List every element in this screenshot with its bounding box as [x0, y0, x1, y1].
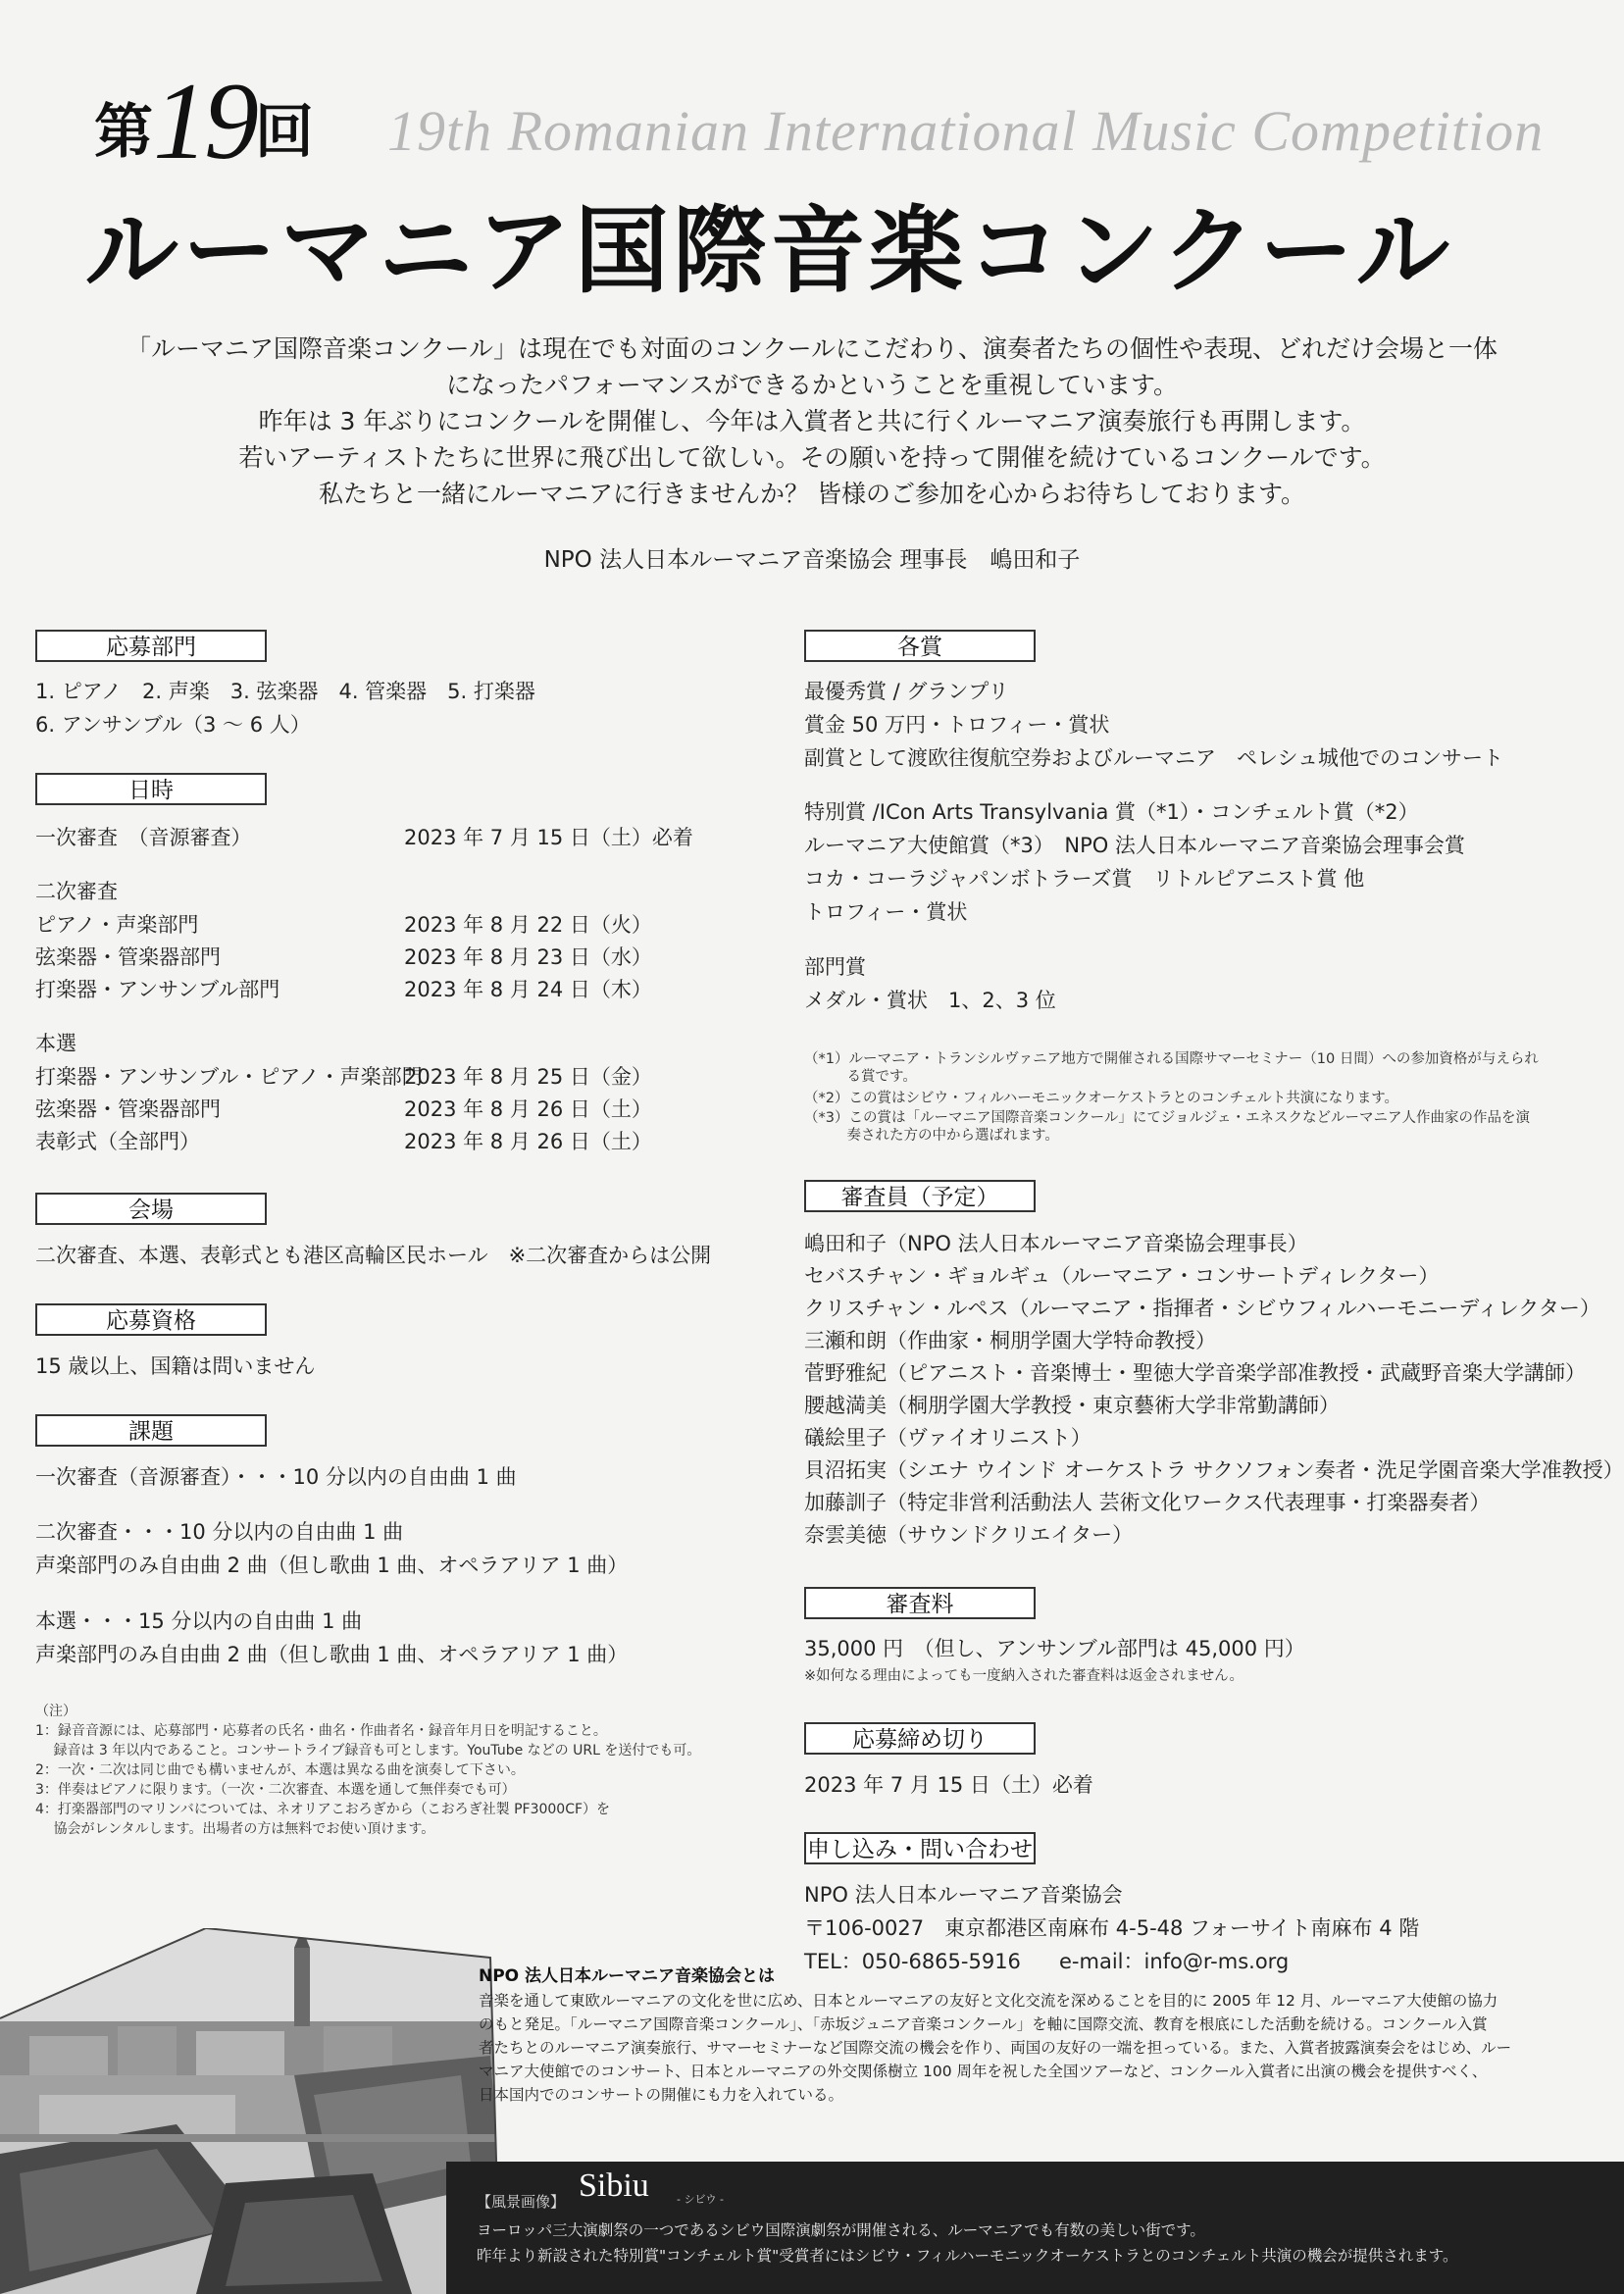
note-line: 3：伴奏はピアノに限ります。（一次・二次審査、本選を通して無伴奏でも可）	[35, 1782, 516, 1798]
jury-member: 奈雲美徳（サウンドクリエイター）	[804, 1523, 1134, 1547]
schedule-label: 表彰式（全部門）	[35, 1130, 200, 1153]
award-note: （*1）ルーマニア・トランシルヴァニア地方で開催される国際サマーセミナー（10 日間）への参加資格が与えられ	[804, 1051, 1539, 1067]
eligibility-heading: 応募資格	[35, 1303, 267, 1336]
award-line: 最優秀賞 / グランプリ	[804, 680, 1009, 703]
english-title: 19th Romanian International Music Competition	[387, 99, 1545, 163]
page-title: ルーマニア国際音楽コンクール	[84, 195, 1454, 306]
eligibility-text: 15 歳以上、国籍は問いません	[35, 1354, 316, 1378]
schedule-label: 一次審査 （音源審査）	[35, 826, 252, 849]
jury-member: クリスチャン・ルペス（ルーマニア・指揮者・シビウフィルハーモニーディレクター）	[804, 1297, 1600, 1320]
about-line: のもと発足。「ルーマニア国際音楽コンクール」、「赤坂ジュニア音楽コンクール」を軸に国際交流、教育を根底にした活動を続ける。コンクール入賞	[479, 2015, 1488, 2033]
schedule-date: 2023 年 8 月 26 日（土）	[404, 1130, 652, 1153]
fee-note: ※如何なる理由によっても一度納入された審査料は返金されません。	[804, 1668, 1244, 1684]
signature: NPO 法人日本ルーマニア音楽協会 理事長 嶋田和子	[543, 547, 1081, 573]
note-line: 1：録音音源には、応募部門・応募者の氏名・曲名・作曲者名・録音年月日を明記すること。	[35, 1723, 607, 1739]
venue-text: 二次審査、本選、表彰式とも港区高輪区民ホール ※二次審査からは公開	[35, 1244, 712, 1267]
divisions-line: 1. ピアノ 2. 声楽 3. 弦楽器 4. 管楽器 5. 打楽器	[35, 680, 535, 703]
about-title: NPO 法人日本ルーマニア音楽協会とは	[479, 1966, 776, 1986]
jury-member: 貝沼拓実（シエナ ウインド オーケストラ サクソフォン奏者・洗足学園音楽大学准教授）	[804, 1458, 1624, 1482]
note-line: 2：一次・二次は同じ曲でも構いませんが、本選は異なる曲を演奏して下さい。	[35, 1762, 525, 1778]
about-line: 者たちとのルーマニア演奏旅行、サマーセミナーなど国際交流の機会を作り、両国の友好の一端を担っている。また、入賞者披露演奏会をはじめ、ルー	[479, 2039, 1512, 2057]
intro-line: 私たちと一緒にルーマニアに行きませんか？ 皆様のご参加を心からお待ちしております。	[319, 480, 1305, 508]
contact-email[interactable]: e-mail：info@r-ms.org	[1059, 1950, 1290, 1973]
contact-address: 〒106-0027 東京都港区南麻布 4-5-48 フォーサイト南麻布 4 階	[804, 1916, 1420, 1940]
intro-line: 「ルーマニア国際音楽コンクール」は現在でも対面のコンクールにこだわり、演奏者たちの個性や表現、どれだけ会場と一体	[126, 334, 1497, 363]
schedule-date: 2023 年 8 月 26 日（土）	[404, 1097, 652, 1121]
fee-heading: 審査料	[804, 1587, 1036, 1619]
schedule-date: 2023 年 8 月 23 日（水）	[404, 945, 652, 969]
award-line: ルーマニア大使館賞（*3） NPO 法人日本ルーマニア音楽協会理事会賞	[804, 834, 1465, 857]
schedule-subtitle: 本選	[35, 1032, 76, 1055]
schedule-date: 2023 年 8 月 24 日（木）	[404, 978, 652, 1001]
schedule-label: ピアノ・声楽部門	[35, 913, 199, 937]
award-line: トロフィー・賞状	[804, 900, 968, 924]
note-line: 録音は 3 年以内であること。コンサートライブ録音も可とします。YouTube などの URL を送付でも可。	[35, 1743, 701, 1759]
deadline-heading: 応募締め切り	[804, 1722, 1036, 1755]
award-line: 特別賞 /ICon Arts Transylvania 賞（*1）・コンチェルト賞（*2）	[804, 800, 1419, 824]
schedule-date: 2023 年 7 月 15 日（土）必着	[404, 826, 693, 849]
city-kana: - シビウ -	[677, 2193, 724, 2206]
intro-line: 昨年は 3 年ぶりにコンクールを開催し、今年は入賞者と共に行くルーマニア演奏旅行も再開します。	[258, 407, 1366, 435]
tasks-line: 本選・・・15 分以内の自由曲 1 曲	[35, 1609, 363, 1633]
contact-org: NPO 法人日本ルーマニア音楽協会	[804, 1883, 1123, 1907]
tasks-line: 声楽部門のみ自由曲 2 曲（但し歌曲 1 曲、オペラアリア 1 曲）	[35, 1554, 629, 1577]
jury-heading: 審査員（予定）	[804, 1180, 1036, 1212]
note-line: 4：打楽器部門のマリンバについては、ネオリアこおろぎから（こおろぎ社製 PF3000CF）を	[35, 1802, 611, 1817]
note-line: 協会がレンタルします。出場者の方は無料でお使い頂けます。	[35, 1821, 435, 1837]
jury-member: 嶋田和子（NPO 法人日本ルーマニア音楽協会理事長）	[804, 1232, 1308, 1255]
jury-member: 礒絵里子（ヴァイオリニスト）	[804, 1426, 1091, 1450]
schedule-date: 2023 年 8 月 25 日（金）	[404, 1065, 652, 1089]
award-note: （*3）この賞は「ルーマニア国際音楽コンクール」にてジョルジェ・エネスクなどルーマニア人作曲家の作品を演	[804, 1110, 1530, 1126]
award-line: メダル・賞状 1、2、3 位	[804, 989, 1056, 1012]
divisions-line: 6. アンサンブル（3 〜 6 人）	[35, 713, 311, 737]
intro-line: 若いアーティストたちに世界に飛び出して欲しい。その願いを持って開催を続けているコンクールです。	[238, 443, 1386, 472]
jury-member: 加藤訓子（特定非営利活動法人 芸術文化ワークス代表理事・打楽器奏者）	[804, 1491, 1491, 1514]
tasks-line: 声楽部門のみ自由曲 2 曲（但し歌曲 1 曲、オペラアリア 1 曲）	[35, 1643, 629, 1666]
notes-title: （注）	[35, 1704, 76, 1719]
jury-member: 腰越満美（桐朋学園大学教授・東京藝術大学非常勤講師）	[804, 1394, 1340, 1417]
tasks-heading: 課題	[35, 1414, 267, 1447]
jury-member: セバスチャン・ギョルギュ（ルーマニア・コンサートディレクター）	[804, 1264, 1440, 1288]
landscape-label: 【風景画像】	[477, 2193, 566, 2211]
contact-heading: 申し込み・問い合わせ	[804, 1832, 1036, 1864]
divisions-heading: 応募部門	[35, 630, 267, 662]
footer-line: ヨーロッパ三大演劇祭の一つであるシビウ国際演劇祭が開催される、ルーマニアでも有数の美しい街です。	[477, 2221, 1205, 2239]
schedule-label: 打楽器・アンサンブル・ピアノ・声楽部門	[35, 1065, 423, 1089]
jury-member: 菅野雅紀（ピアニスト・音楽博士・聖徳大学音楽学部准教授・武蔵野音楽大学講師）	[804, 1361, 1586, 1385]
schedule-label: 弦楽器・管楽器部門	[35, 1097, 221, 1121]
schedule-heading: 日時	[35, 773, 267, 805]
sibiu-photo	[0, 1928, 500, 2294]
award-note: （*2）この賞はシビウ・フィルハーモニックオーケストラとのコンチェルト共演になります。	[804, 1091, 1399, 1106]
tasks-line: 二次審査・・・10 分以内の自由曲 1 曲	[35, 1520, 404, 1544]
award-note: る賞です。	[804, 1069, 917, 1085]
schedule-date: 2023 年 8 月 22 日（火）	[404, 913, 652, 937]
schedule-label: 打楽器・アンサンブル部門	[35, 978, 280, 1001]
about-line: 音楽を通して東欧ルーマニアの文化を世に広め、日本とルーマニアの友好と文化交流を深めることを目的に 2005 年 12 月、ルーマニア大使館の協力	[479, 1992, 1498, 2010]
fee-text: 35,000 円 （但し、アンサンブル部門は 45,000 円）	[804, 1637, 1305, 1660]
award-line: 賞金 50 万円・トロフィー・賞状	[804, 713, 1110, 737]
about-line: 日本国内でのコンサートの開催にも力を入れている。	[479, 2086, 844, 2104]
city-name: Sibiu	[579, 2167, 649, 2204]
jury-member: 三瀬和朗（作曲家・桐朋学園大学特命教授）	[804, 1329, 1216, 1352]
award-note: 奏された方の中から選ばれます。	[804, 1128, 1059, 1144]
schedule-subtitle: 二次審査	[35, 880, 118, 903]
intro-line: になったパフォーマンスができるかということを重視しています。	[445, 371, 1178, 399]
about-text	[479, 1989, 1577, 2107]
edition-number: 第19回	[94, 61, 314, 182]
schedule-label: 弦楽器・管楽器部門	[35, 945, 221, 969]
contact-tel: TEL：050-6865-5916	[804, 1950, 1021, 1973]
footer-line: 昨年より新設された特別賞"コンチェルト賞"受賞者にはシビウ・フィルハーモニックオーケストラとのコンチェルト共演の機会が提供されます。	[477, 2247, 1458, 2265]
about-line: マニア大使館でのコンサート、日本とルーマニアの外交関係樹立 100 周年を祝した全国ツアーなど、コンクール入賞者に出演の機会を提供すべく、	[479, 2063, 1488, 2080]
venue-heading: 会場	[35, 1193, 267, 1225]
awards-heading: 各賞	[804, 630, 1036, 662]
award-line: コカ・コーラジャパンボトラーズ賞 リトルピアニスト賞 他	[804, 867, 1365, 891]
award-line: 副賞として渡欧往復航空券およびルーマニア ペレシュ城他でのコンサート	[804, 746, 1504, 770]
tasks-line: 一次審査（音源審査）・・・10 分以内の自由曲 1 曲	[35, 1465, 517, 1489]
deadline-text: 2023 年 7 月 15 日（土）必着	[804, 1773, 1093, 1797]
award-line: 部門賞	[804, 955, 866, 979]
